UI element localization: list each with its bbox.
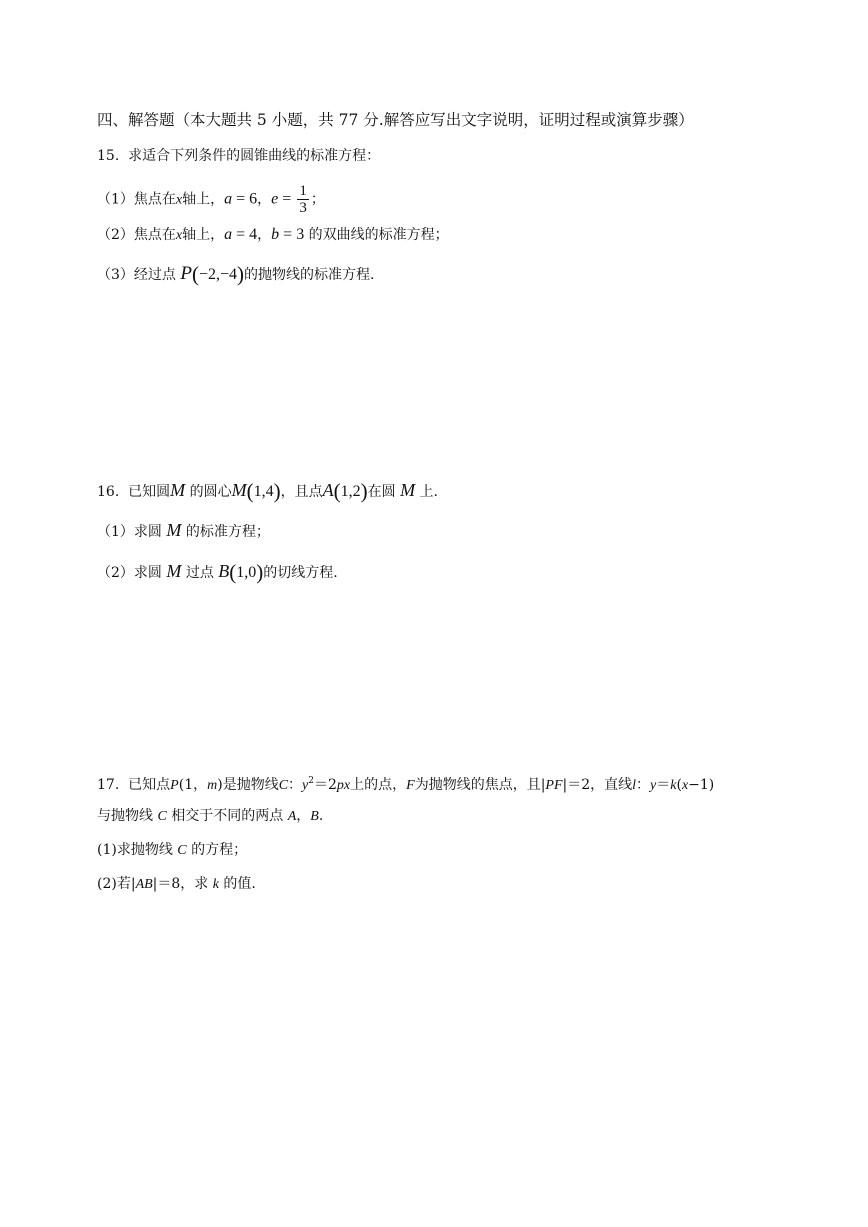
- q17-text: 已知点: [128, 777, 171, 793]
- q17-p2-label: (2)若|: [97, 876, 136, 892]
- q17-part1: [97, 840, 247, 861]
- q17-part2: [97, 874, 256, 895]
- center-coords: 1,4: [253, 483, 274, 500]
- comma: ，: [296, 808, 311, 824]
- fraction-numerator: 1: [299, 183, 307, 199]
- q17-number: 17.: [97, 777, 120, 793]
- paren-open: (: [246, 479, 254, 503]
- q15-p2-end: 的双曲线的标准方程；: [308, 227, 449, 243]
- q17-p2-end: 的值.: [223, 876, 256, 892]
- q16-p1-label: （1）求圆: [97, 524, 162, 540]
- q17-p1-end: 的方程；: [191, 842, 248, 858]
- q17-stem-line2: [97, 806, 323, 827]
- q16-number: 16.: [97, 484, 120, 500]
- q16-text: 过点: [185, 565, 214, 581]
- math-A: A: [322, 480, 334, 500]
- q17-text: )是抛物线: [217, 777, 279, 793]
- math-eq-a: = 4: [232, 226, 258, 243]
- math-F: F: [406, 778, 415, 793]
- math-eq-b: = 3: [279, 226, 305, 243]
- paren-close: ): [237, 262, 245, 286]
- q16-p1-end: 的标准方程；: [185, 524, 270, 540]
- q15-p3-label: （3）经过点: [97, 267, 176, 283]
- q17-text: |＝2，直线: [562, 777, 633, 793]
- math-y: y: [302, 778, 309, 793]
- math-C: C: [278, 778, 289, 793]
- q15-part2: [97, 225, 449, 246]
- paren-close: ): [273, 479, 281, 503]
- paren-open: (: [191, 262, 199, 286]
- math-P: P: [180, 263, 192, 284]
- math-M: M: [166, 520, 182, 540]
- q16-part1: [97, 520, 270, 542]
- point-coords: −2,−4: [198, 266, 238, 283]
- q15-part1: [97, 183, 325, 216]
- q15-p3-end: 的抛物线的标准方程.: [244, 267, 375, 283]
- q15-p2-axis: 轴上，: [182, 227, 225, 243]
- math-l: l: [632, 778, 637, 793]
- q15-part3: [97, 264, 374, 285]
- math-C: C: [157, 809, 167, 824]
- math-A: A: [287, 809, 297, 824]
- math-B: B: [218, 561, 230, 581]
- pointB-coords: 1,0: [236, 564, 257, 581]
- math-B: B: [310, 809, 319, 824]
- period: .: [318, 808, 324, 824]
- paren-close: ): [256, 560, 264, 584]
- math-x: x: [681, 778, 689, 793]
- q17-text: (1，: [178, 777, 208, 793]
- q15-number: 15.: [97, 148, 120, 164]
- q16-text: 的圆心: [189, 484, 232, 500]
- pointA-coords: 1,2: [340, 483, 361, 500]
- math-C: C: [177, 843, 187, 858]
- q17-text: 与抛物线: [97, 808, 153, 824]
- q17-text: −1): [688, 777, 715, 793]
- math-eq: =: [278, 190, 296, 208]
- math-a: a: [224, 226, 233, 243]
- paren-open: (: [229, 560, 237, 584]
- math-P: P: [170, 778, 179, 793]
- q16-text: ，且点: [280, 484, 323, 500]
- math-k: k: [670, 778, 677, 793]
- q15-stem-text: 求适合下列条件的圆锥曲线的标准方程：: [128, 148, 381, 164]
- math-AB: AB: [135, 877, 153, 892]
- math-x: x: [175, 228, 183, 243]
- q17-text: ＝2: [314, 777, 337, 793]
- math-b: b: [271, 226, 280, 243]
- q17-text: 为抛物线的焦点，且|: [414, 777, 546, 793]
- math-eq-a: = 6: [232, 190, 258, 208]
- math-x: x: [175, 192, 183, 208]
- q17-text: |＝8，求: [152, 876, 209, 892]
- math-M: M: [166, 561, 182, 581]
- paren-open: (: [333, 479, 341, 503]
- math-m: m: [207, 778, 218, 793]
- math-a: a: [224, 190, 233, 208]
- q15-p1-axis: 轴上，: [182, 191, 225, 208]
- math-PF: PF: [545, 778, 563, 793]
- math-e: e: [271, 190, 279, 208]
- q17-text: ：: [288, 777, 303, 793]
- q17-text: (: [676, 777, 682, 793]
- math-y: y: [650, 778, 657, 793]
- q16-text: 在圆: [367, 484, 396, 500]
- q17-text: ＝: [656, 777, 671, 793]
- q17-text: 上的点，: [350, 777, 407, 793]
- q16-text: 上.: [419, 484, 438, 500]
- q15-p1-label: （1）焦点在: [97, 191, 176, 208]
- section-header: 四、解答题（本大题共 5 小题，共 77 分.解答应写出文字说明，证明过程或演算步骤）: [97, 111, 694, 129]
- math-exponent: 2: [308, 776, 314, 786]
- q16-part2: [97, 561, 338, 583]
- q16-p2-label: （2）求圆: [97, 565, 162, 581]
- math-M: M: [231, 480, 247, 500]
- semicolon: ；: [310, 191, 325, 208]
- paren-close: ): [360, 479, 368, 503]
- q17-text: ：: [636, 777, 651, 793]
- math-M: M: [170, 480, 186, 500]
- math-px: px: [336, 778, 351, 793]
- q16-p2-end: 的切线方程.: [263, 565, 338, 581]
- q16-text: 已知圆: [128, 484, 171, 500]
- q17-stem: [97, 771, 714, 796]
- comma: ，: [257, 191, 272, 208]
- q15-p2-label: （2）焦点在: [97, 227, 176, 243]
- math-M: M: [400, 480, 416, 500]
- fraction-one-third: [297, 183, 309, 216]
- q16-stem: [97, 480, 438, 502]
- fraction-denominator: 3: [299, 200, 307, 216]
- q15-stem: [97, 146, 380, 166]
- q17-text: 相交于不同的两点: [171, 808, 284, 824]
- comma: ，: [257, 227, 272, 243]
- math-k: k: [212, 877, 219, 892]
- q17-p1-label: (1)求抛物线: [97, 842, 173, 858]
